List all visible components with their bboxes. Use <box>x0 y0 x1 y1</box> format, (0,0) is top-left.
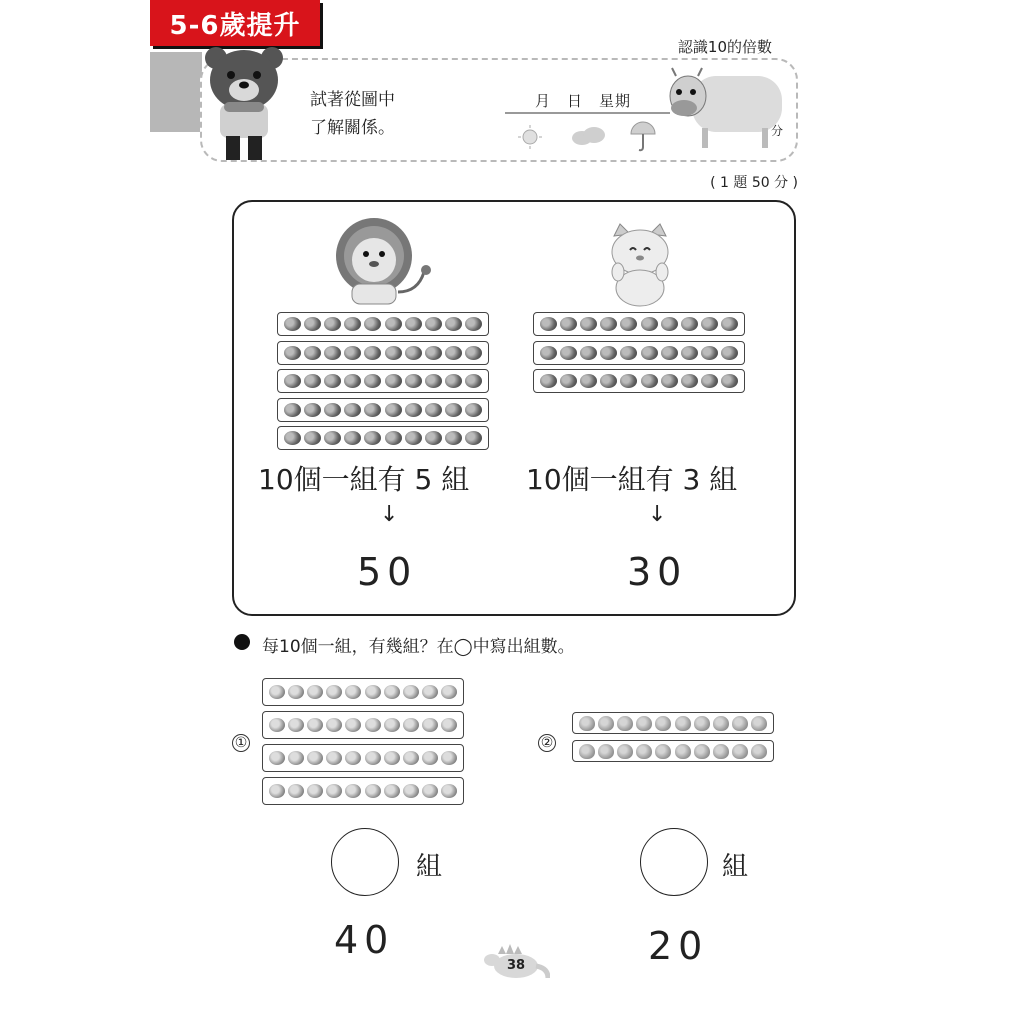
item-icon <box>681 374 698 388</box>
item-icon <box>636 744 652 759</box>
exercise-1-answer-circle[interactable] <box>331 828 399 896</box>
bullet-icon <box>234 634 250 650</box>
item-icon <box>304 346 321 360</box>
group-of-ten <box>533 312 745 336</box>
item-icon <box>365 751 381 765</box>
item-icon <box>307 718 323 732</box>
bear-icon <box>198 42 290 164</box>
item-icon <box>324 317 341 331</box>
item-icon <box>694 744 710 759</box>
item-icon <box>441 784 457 798</box>
item-icon <box>288 784 304 798</box>
exercise-1-unit: 組 <box>416 852 443 882</box>
item-icon <box>732 744 748 759</box>
right-arrow-icon: ↓ <box>648 502 667 527</box>
item-icon <box>288 718 304 732</box>
item-icon <box>620 374 637 388</box>
item-icon <box>560 374 577 388</box>
item-icon <box>403 784 419 798</box>
item-icon <box>284 431 301 445</box>
group-of-ten <box>262 744 464 772</box>
item-icon <box>661 317 678 331</box>
item-icon <box>425 346 442 360</box>
item-icon <box>385 317 402 331</box>
item-icon <box>598 716 614 731</box>
item-icon <box>326 685 342 699</box>
item-icon <box>425 403 442 417</box>
item-icon <box>425 317 442 331</box>
item-icon <box>600 346 617 360</box>
item-icon <box>661 374 678 388</box>
item-icon <box>326 751 342 765</box>
left-caption: 10個一組有 5 組 <box>258 463 470 496</box>
group-of-ten <box>277 369 489 393</box>
item-icon <box>579 744 595 759</box>
item-icon <box>540 374 557 388</box>
item-icon <box>345 784 361 798</box>
cloud-icon <box>570 126 608 146</box>
exercise-2-answer-circle[interactable] <box>640 828 708 896</box>
item-icon <box>465 374 482 388</box>
item-icon <box>403 751 419 765</box>
question-text: 每10個一組，有幾組？在◯中寫出組數。 <box>262 637 575 657</box>
group-of-ten <box>277 398 489 422</box>
item-icon <box>288 685 304 699</box>
item-icon <box>701 346 718 360</box>
item-icon <box>422 685 438 699</box>
item-icon <box>345 751 361 765</box>
cow-icon <box>662 66 786 152</box>
item-icon <box>384 718 400 732</box>
item-icon <box>713 744 729 759</box>
item-icon <box>344 374 361 388</box>
level-badge: 5-6歲提升 <box>150 0 320 46</box>
item-icon <box>600 317 617 331</box>
right-caption: 10個一組有 3 組 <box>526 463 738 496</box>
date-timeline <box>505 112 670 114</box>
item-icon <box>284 403 301 417</box>
item-icon <box>600 374 617 388</box>
item-icon <box>307 751 323 765</box>
item-icon <box>641 317 658 331</box>
item-icon <box>732 716 748 731</box>
item-icon <box>326 718 342 732</box>
item-icon <box>307 784 323 798</box>
item-icon <box>403 685 419 699</box>
item-icon <box>713 716 729 731</box>
item-icon <box>694 716 710 731</box>
item-icon <box>405 431 422 445</box>
item-icon <box>385 374 402 388</box>
left-arrow-icon: ↓ <box>380 502 399 527</box>
item-icon <box>425 431 442 445</box>
item-icon <box>284 317 301 331</box>
item-icon <box>445 431 462 445</box>
item-icon <box>344 346 361 360</box>
item-icon <box>405 317 422 331</box>
exercise-1-number: ① <box>232 734 250 752</box>
item-icon <box>384 751 400 765</box>
topic-title: 認識10的倍數 <box>677 38 772 56</box>
item-icon <box>641 346 658 360</box>
item-icon <box>580 317 597 331</box>
item-icon <box>445 317 462 331</box>
item-icon <box>580 346 597 360</box>
item-icon <box>304 431 321 445</box>
item-icon <box>304 374 321 388</box>
umbrella-icon <box>628 120 658 152</box>
item-icon <box>364 431 381 445</box>
item-icon <box>620 346 637 360</box>
lion-icon <box>330 214 440 306</box>
item-icon <box>405 374 422 388</box>
item-icon <box>345 718 361 732</box>
exercise-2-handwritten: 20 <box>648 924 709 968</box>
item-icon <box>681 346 698 360</box>
item-icon <box>751 716 767 731</box>
item-icon <box>617 744 633 759</box>
instruction-line1: 試著從圖中 <box>310 90 395 110</box>
item-icon <box>579 716 595 731</box>
score-rule: ( 1 題 50 分 ) <box>710 175 798 191</box>
item-icon <box>269 685 285 699</box>
item-icon <box>324 431 341 445</box>
item-icon <box>385 403 402 417</box>
item-icon <box>701 374 718 388</box>
item-icon <box>269 751 285 765</box>
group-of-ten <box>262 777 464 805</box>
group-of-ten <box>533 369 745 393</box>
header-grey-band <box>150 52 202 132</box>
item-icon <box>445 374 462 388</box>
item-icon <box>540 346 557 360</box>
item-icon <box>661 346 678 360</box>
item-icon <box>422 751 438 765</box>
item-icon <box>465 431 482 445</box>
item-icon <box>269 784 285 798</box>
item-icon <box>405 346 422 360</box>
item-icon <box>269 718 285 732</box>
item-icon <box>304 317 321 331</box>
item-icon <box>721 346 738 360</box>
item-icon <box>385 431 402 445</box>
item-icon <box>344 403 361 417</box>
item-icon <box>445 346 462 360</box>
item-icon <box>465 346 482 360</box>
item-icon <box>425 374 442 388</box>
item-icon <box>560 346 577 360</box>
item-icon <box>364 317 381 331</box>
group-of-ten <box>277 426 489 450</box>
item-icon <box>540 317 557 331</box>
exercise-2-unit: 組 <box>722 852 749 882</box>
date-label: 月 日 星期 <box>535 92 632 110</box>
item-icon <box>384 784 400 798</box>
item-icon <box>324 403 341 417</box>
item-icon <box>344 431 361 445</box>
item-icon <box>284 374 301 388</box>
item-icon <box>655 716 671 731</box>
group-of-ten <box>533 341 745 365</box>
item-icon <box>324 374 341 388</box>
item-icon <box>580 374 597 388</box>
item-icon <box>641 374 658 388</box>
item-icon <box>365 685 381 699</box>
item-icon <box>620 317 637 331</box>
group-of-ten <box>572 712 774 734</box>
item-icon <box>422 784 438 798</box>
item-icon <box>364 403 381 417</box>
right-answer: 30 <box>627 550 688 594</box>
item-icon <box>422 718 438 732</box>
item-icon <box>441 751 457 765</box>
item-icon <box>365 784 381 798</box>
item-icon <box>403 718 419 732</box>
group-of-ten <box>262 678 464 706</box>
sun-icon <box>516 124 544 150</box>
item-icon <box>441 685 457 699</box>
group-of-ten <box>277 341 489 365</box>
item-icon <box>284 346 301 360</box>
instruction-text <box>310 86 395 142</box>
item-icon <box>326 784 342 798</box>
item-icon <box>721 317 738 331</box>
item-icon <box>751 744 767 759</box>
cat-icon <box>604 222 676 308</box>
group-of-ten <box>262 711 464 739</box>
item-icon <box>384 685 400 699</box>
item-icon <box>617 716 633 731</box>
item-icon <box>445 403 462 417</box>
item-icon <box>636 716 652 731</box>
item-icon <box>465 403 482 417</box>
page-number: 38 <box>507 958 526 973</box>
item-icon <box>441 718 457 732</box>
score-unit: 分 <box>771 124 784 138</box>
item-icon <box>681 317 698 331</box>
item-icon <box>364 374 381 388</box>
item-icon <box>405 403 422 417</box>
item-icon <box>307 685 323 699</box>
exercise-2-number: ② <box>538 734 556 752</box>
item-icon <box>655 744 671 759</box>
instruction-line2: 了解關係。 <box>310 118 395 138</box>
item-icon <box>365 718 381 732</box>
item-icon <box>344 317 361 331</box>
item-icon <box>364 346 381 360</box>
item-icon <box>701 317 718 331</box>
item-icon <box>324 346 341 360</box>
group-of-ten <box>572 740 774 762</box>
item-icon <box>675 716 691 731</box>
left-answer: 50 <box>357 550 418 594</box>
exercise-1-handwritten: 40 <box>334 918 395 962</box>
item-icon <box>721 374 738 388</box>
item-icon <box>560 317 577 331</box>
item-icon <box>288 751 304 765</box>
item-icon <box>465 317 482 331</box>
item-icon <box>304 403 321 417</box>
item-icon <box>675 744 691 759</box>
group-of-ten <box>277 312 489 336</box>
item-icon <box>345 685 361 699</box>
item-icon <box>385 346 402 360</box>
item-icon <box>598 744 614 759</box>
